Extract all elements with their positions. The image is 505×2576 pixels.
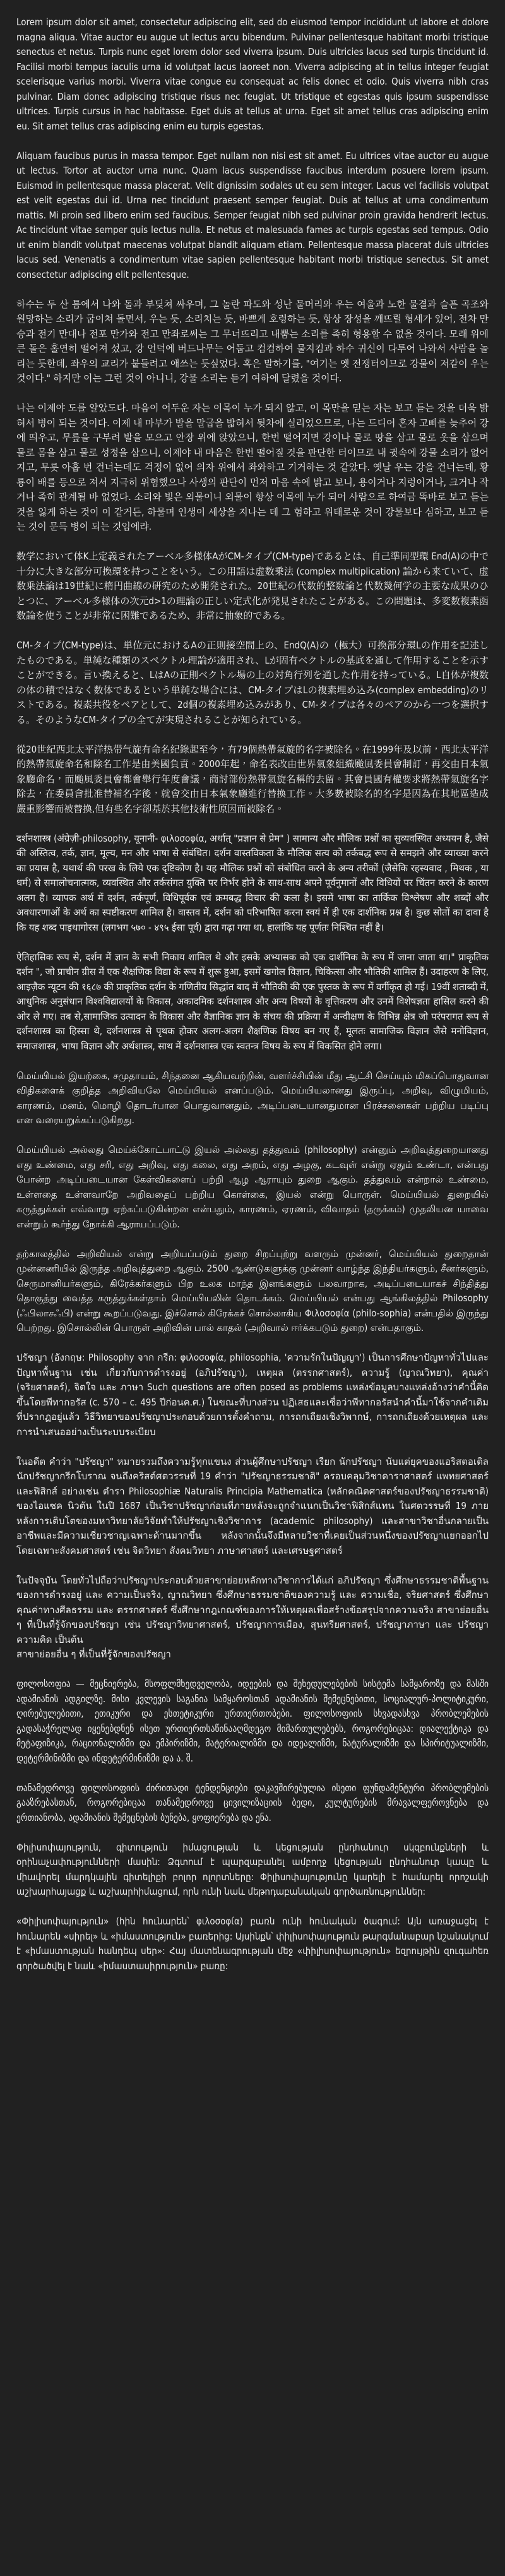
paragraph-japanese-2: CM-タイプ(CM-type)は、単位元におけるAの正則接空間上の、EndQ(A)の（極大）可換部分環Lの作用を記述したものである。単純な種類のスペクトル理論が適用され、Lが固有ベクトルの基底を通して作用することを示すことができる。言い換えると、LはAの正則ベクトル場の上の対角行列を通した作用を持っている。L自体が複数の体の積ではなく数体であるという単純な場合には、CM-タイプはLの複素埋め込み(complex embedding)のリストである。複素共役をペアとして、2d個の複素埋め込みがあり、CM-タイプは各々のペアのから一つを選択する。そのようなCM-タイプの全てが実現されることが知られている。 xyxy=(16,640,489,725)
paragraph-lorem-1: Lorem ipsum dolor sit amet, consectetur adipiscing elit, sed do eiusmod tempor incididunt ut labore et dolore magna aliqua. Vitae auctor eu augue ut lectus arcu bibendum. Pulvinar pellentesque habitant morbi tristique senectus et netus. Turpis nunc eget lorem dolor sed viverra ipsum. Duis ultricies lacus sed turpis tincidunt id. Facilisi morbi tempus iaculis urna id volutpat lacus laoreet non. Viverra adipiscing at in tellus integer feugiat scelerisque varius morbi. Viverra vitae congue eu consequat ac felis donec et odio. Quis viverra nibh cras pulvinar. Diam donec adipiscing tristique risus nec feugiat. Ut tristique et egestas quis ipsum suspendisse ultrices. Turpis cursus in hac habitasse. Eget duis at tellus at urna. Eget sit amet tellus cras adipiscing enim eu. Sit amet tellus cras adipiscing enim eu turpis egestas. xyxy=(16,16,489,132)
paragraph-tamil-2: மெய்யியல் அல்லது மெய்க்கோட்பாட்டு இயல் அல்லது தத்துவம் (philosophy) என்னும் அறிவுத்துறையானது எது உண்மை, எது சரி, எது அறிவு, எது கலை, எது அறம், எது அழகு, கடவுள் என்று ஏதும் உண்டா, என்பது போன்ற அடிப்படையான கேள்விகளைப் பற்றி ஆழ ஆராயும் துறை ஆகும். தத்துவம் என்றால் உண்மை, உள்ளதை உள்ளவாறே அறிவதைப் பற்றிய கொள்கை, இயல் என்று பொருள். மெய்யியல் துறையில் கருத்துக்கள் எவ்வாறு ஏற்கப்படுகின்றன என்பதும், காரணம், ஏரணம், விவாதம் (தருக்கம்) முதலியன யாவை என்றும் கூர்ந்து நோக்கி ஆராயப்படும். xyxy=(16,1144,489,1230)
paragraph-thai-4: สาขาย่อยอื่น ๆ ที่เป็นที่รู้จักของปรัชญา xyxy=(16,1649,171,1660)
paragraph-hindi-2: ऐतिहासिक रूप से, दर्शन में ज्ञान के सभी निकाय शामिल थे और इसके अभ्यासक को एक दार्शनिक के रूप में जाना जाता था।" प्राकृतिक दर्शन ", जो प्राचीन ग्रीस में एक शैक्षणिक विद्या के रूप में शुरू हुआ, इसमें खगोल विज्ञान, चिकित्सा और भौतिकी शामिल हैं। उदाहरण के लिए, आइज़ैक न्यूटन की १६८७ की प्राकृतिक दर्शन के गणितीय सिद्धांत बाद में भौतिकी की एक पुस्तक के रूप में वर्गीकृत हो गई। 19वीं शताब्दी में, आधुनिक अनुसंधान विश्वविद्यालयों के विकास, अकादमिक दर्शनशास्त्र और अन्य विषयों के वृत्तिकरण और उनमें विशेषज्ञता हासिल करने की ओर ले गए। तब से,सामाजिक उत्पादन के विकास और वैज्ञानिक ज्ञान के संचय की प्रक्रिया में अन्वीक्षण के विभिन्न क्षेत्र जो परंपरागत रूप से दर्शनशास्त्र का हिस्सा थे, दर्शनशास्त्र से पृथक होकर अलग-अलग शैक्षणिक विषय बन गए हैं, मूलतः सामाजिक विज्ञान जैसे मनोविज्ञान, समाजशास्त्र, भाषा विज्ञान और अर्थशास्त्र, साथ में दर्शनशास्त्र एक स्वतन्त्र विषय के रूप में विकसित होने लगा। xyxy=(16,951,489,1052)
paragraph-tamil-1: மெய்யியல் இயற்கை, சமுதாயம், சிந்தனை ஆகியவற்றின், வளர்ச்சியின் மீது ஆட்சி செய்யும் மிகப்பொதுவான விதிகளைக் குறித்த அறிவியலே மெய்யியல் எனப்படும். மெய்யியலானது இருப்பு, அறிவு, விழுமியம், காரணம், மனம், மொழி தொடர்பான பொதுவானதும், அடிப்படையானதுமான பிரச்சனைகள் பற்றிய படிப்பு என வரையறுக்கப்படுகிறது. xyxy=(16,1070,489,1126)
paragraph-georgian-1: ფილოსოფია — მეცნიერება, მსოფლმხედველობა, იდეების და შეხედულებების სისტემა სამყაროზე და მასში ადამიანის ადგილზე. მისი კვლევის საგანია სამყაროსთან ადამიანის შემეცნებითი, სოციალურ-პოლიტიკური, ღირებულებითი, ეთიკური და ესთეტიკური ურთიერთობები. ფილოსოფიის სხვადასხვა პრობლემების გადასაჭრელად იყენებდნენ ისეთ ურთიერთსაწინააღმდეგო მიმართულებებს, როგორებიცაა: დიალექტიკა და მეტაფიზიკა, რაციონალიზმი და ემპირიზმი, მატერიალიზმი და იდეალიზმი, ნატურალიზმი და სპირიტუალიზმი, დეტერმინიზმი და ინდეტერმინიზმი და ა. შ. xyxy=(16,1678,489,1764)
paragraph-japanese-1: 数学において体K上定義されたアーベル多様体AがCM-タイプ(CM-type)であるとは、自己準同型環 End(A)の中で十分に大きな部分可換環を持つことをいう。この用語は虚数乗法 (complex multiplication) 論から来ていて、虚数乗法論は19世紀に楕円曲線の研究のため開発された。20世紀の代数的整数論と代数幾何学の主要な成果のひとつに、アーベル多様体の次元d>1の理論の正しい定式化が発見されたことがある。この問題は、多変数複素函数論を使うことが非常に困難であるため、非常に抽象的である。 xyxy=(16,551,489,621)
paragraph-thai-2: ในอดีต คำว่า "ปรัชญา" หมายรวมถึงความรู้ทุกแขนง ส่วนผู้ศึกษาปรัชญา เรียก นักปรัชญา นับแต่ยุคของแอริสตอเติล นักปรัชญากรีกโบราณ จนถึงคริสต์ศตวรรษที่ 19 คำว่า "ปรัชญาธรรมชาติ" ครอบคลุมวิชาดาราศาสตร์ แพทยศาสตร์และฟิสิกส์ อย่างเช่น ตำรา Philosophiæ Naturalis Principia Mathematica (หลักคณิตศาสตร์ของปรัชญาธรรมชาติ) ของไอแซค นิวตัน ในปี 1687 เป็นวิชาปรัชญาก่อนที่ภายหลังจะถูกจำแนกเป็นวิชาฟิสิกส์แทน ในศตวรรษที่ 19 ภายหลังการเติบโตของมหาวิทยาลัยวิจัยทำให้ปรัชญาเชิงวิชาการ (academic philosophy) และสาขาวิชาอื่นกลายเป็นอาชีพและมีความเชี่ยวชาญเฉพาะด้านมากขึ้น หลังจากนั้นจึงมีหลายวิชาที่เคยเป็นส่วนหนึ่งของปรัชญาแยกออกไป โดยเฉพาะสังคมศาสตร์ เช่น จิตวิทยา สังคมวิทยา ภาษาศาสตร์ และเศรษฐศาสตร์ xyxy=(16,1455,489,1556)
paragraph-armenian-1: Փիլիսոփայություն, գիտություն իմացության և կեցության ընդհանուր սկզբունքների և օրինաչափությունների մասին: Ձգտում է պարզաբանել ամբողջ կեցության ընդհանուր կապը և միավորել մարդկային գիտելիքի բոլոր ոլորտները: Փիլիսոփայությունը կարելի է համարել որոշակի աշխարհայացք և աշխարհիմացում, որն ունի նաև մեթոդաբանական գործառնություններ: xyxy=(16,1841,489,1897)
paragraph-thai-3: ในปัจจุบัน โดยทั่วไปถือว่าปรัชญาประกอบด้วยสาขาย่อยหลักทางวิชาการได้แก่ อภิปรัชญา ซึ่งศึกษาธรรมชาติพื้นฐานของการดำรงอยู่ และ ความเป็นจริง, ญาณวิทยา ซึ่งศึกษาธรรมชาติของความรู้ และ ความเชื่อ, จริยศาสตร์ ซึ่งศึกษาคุณค่าทางศีลธรรม และ ตรรกศาสตร์ ซึ่งศึกษากฎเกณฑ์ของการให้เหตุผลเพื่อสร้างข้อสรุปจากความจริง สาขาย่อยอื่น ๆ ที่เป็นที่รู้จักของปรัชญา เช่น ปรัชญาวิทยาศาสตร์, ปรัชญาการเมือง, สุนทรียศาสตร์, ปรัชญาภาษา และ ปรัชญาความคิด เป็นต้น xyxy=(16,1574,489,1645)
paragraph-korean-2: 나는 이제야 도를 알았도다. 마음이 어두운 자는 이목이 누가 되지 않고, 이 목만을 믿는 자는 보고 듣는 것을 더욱 밝혀서 병이 되는 것이다. 이제 내 마부가 발을 말굽을 밟혀서 뒷차에 실리었으므로, 나는 드디어 혼자 고삐를 늦추어 강에 띄우고, 무릎을 구부려 발을 모으고 안장 위에 앉았으니, 한번 떨어지면 강이나 물로 땅을 삼고 물로 옷을 삼으며 물로 몸을 삼고 물로 성정을 삼으니, 이제야 내 마음은 한번 떨어질 것을 판단한 터이므로 내 귓속에 강물 소리가 없어지고, 무릇 아홉 번 건너는데도 걱정이 없어 의자 위에서 좌와하고 기거하는 것 같았다. 옛날 우는 강을 건너는데, 황룡이 배를 등으로 져서 지극히 위험했으나 사생의 판단이 먼저 마음 속에 밝고 보니, 용이거나 지렁이거나, 크거나 작거나 족히 관계될 바 없었다. 소리와 빛은 외물이니 외물이 항상 이목에 누가 되어 사람으로 하여금 똑바로 보고 듣는 것을 잃게 하는 것이 이 같거든, 하물며 인생이 세상을 지나는 데 그 험하고 위태로운 것이 강물보다 심하고, 보고 듣는 것이 문득 병이 되는 것임에랴. xyxy=(16,402,489,532)
paragraph-list xyxy=(16,15,489,1974)
paragraph-tamil-3: தற்காலத்தில் அறிவியல் என்று அறியப்படும் துறை சிறப்புற்று வளரும் முன்னர், மெய்யியல் துறைதான் முன்னணியில் இருந்த அறிவுத்துறை ஆகும். 2500 ஆண்டுகளுக்கு முன்னர் வாழ்ந்த இந்தியர்களும், சீனர்களும், செருமானியர்களும், கிரேக்கர்களும் பிற உலக மாந்த இனங்களும் பலவாறாக, அடிப்படையாகச் சிந்தித்து தொகுத்து வைத்த கருத்துக்கள்தாம் மெய்யியலின் தொடக்கம். மெய்யியல் என்பது ஆங்கிலத்தில் Philosophy (ஃபிலாசஃபி) என்று கூறப்படுவது. இச்சொல் கிரேக்கச் சொல்லாகிய Φιλοσοφία (philo-sophia) என்பதில் இருந்து பெற்றது. இசொல்லின் பொருள் அறிவின் பால் காதல் (அறிவால் ஈர்க்கபடும் துறை) என்பதாகும். xyxy=(16,1248,489,1333)
paragraph-armenian-2: «Փիլիսոփայություն» (հին հունարեն՝ φιλοσοφία) բառն ունի հունական ծագում: Այն առաջացել է հունարեն «սիրել» և «իմաստություն» բառերից: Այսինքն՝ փիլիսոփայություն թարգմանաբար նշանակում է «իմաստության հանդեպ սեր»: Հայ մատենագրության մեջ «փիլիսոփայություն» եզրույթին զուգահեռ գործածվել է նաև «իմաստասիրություն» բառը: xyxy=(16,1916,489,1972)
paragraph-georgian-2: თანამედროვე ფილოსოფიის ძირითადი ტენდენციები დაკავშირებულია ისეთი ფუნდამენტური პრობლემების გააზრებასთან, როგორებიცაა თანამედროვე ცივილიზაციის ბედი, კულტურების მრავალფეროვნება და ერთიანობა, ადამიანის შემეცნების ბუნება, ყოფიერება და ენა. xyxy=(16,1782,489,1823)
paragraph-hindi-1: दर्शनशास्त्र (अंग्रेज़ी-philosophy, यूनानी- φιλοσοφία, अर्थात् "प्रज्ञान से प्रेम" ) सामान्य और मौलिक प्रश्नों का सुव्यवस्थित अध्ययन है, जैसे की अस्तित्व, तर्क, ज्ञान, मूल्य, मन और भाषा से संबंधित। दर्शन वास्तविकता के मौलिक सत्य को तर्कबद्ध रूप से समझने और व्याख्या करने का प्रयास है, यथार्थ की परख के लिये एक दृष्टिकोण है। यह मौलिक प्रश्नों को संबोधित करने के अन्य तरीकों (जैसेकि रहस्यवाद , मिथक , या धर्म) से समालोचनात्मक, व्यवस्थित और तर्कसंगत युक्ति पर निर्भर होने के साथ-साथ अपने पूर्वनुमानों और विधियों पर चिंतन करने के कारण अलग है। व्यापक अर्थ में दर्शन, तर्कपूर्ण, विधिपूर्वक एवं क्रमबद्ध विचार की कला है। इसमें भाषा का तार्किक विश्लेषण और शब्दों और अवधारणाओं के अर्थ का स्पष्टीकरण शामिल है। वास्तव में, दर्शन को परिभाषित करना स्वयं में ही एक दार्शनिक प्रश्न है। कुछ सोतों का दावा है कि यह शब्द पाइथागोरस (लगभग ५७० - ४९५ ईसा पूर्व) द्वारा गढ़ा गया था, हालांकि यह पूर्णतः निश्चित नहीं है। xyxy=(16,832,489,933)
paragraph-thai-1: ปรัชญา (อังกฤษ: Philosophy จาก กรีก: φιλοσοφία, philosophia, 'ความรักในปัญญา') เป็นการศึกษาปัญหาทั่วไปและปัญหาพื้นฐาน เช่น เกี่ยวกับการดำรงอยู่ (อภิปรัชญา), เหตุผล (ตรรกศาสตร์), ความรู้ (ญาณวิทยา), คุณค่า (จริยศาสตร์), จิตใจ และ ภาษา Such questions are often posed as problems แหล่งข้อมูลบางแหล่งอ้างว่าคำนี้คิดขึ้นโดยพีทากอรัส (c. 570 – c. 495 ปีก่อนค.ศ.) ในขณะที่บางส่วน ปฏิเสธและเชื่อว่าพีทากอรัสนำคำนี้มาใช้จากคำเดิมที่ปรากฏอยู่แล้ว วิธีวิทยาของปรัชญาประกอบด้วยการตั้งคำถาม, การถกเถียงเชิงวิพากษ์, การถกเถียงด้วยเหตุผล และการนำเสนออย่างเป็นระบบระเบียบ xyxy=(16,1352,489,1438)
paragraph-lorem-2: Aliquam faucibus purus in massa tempor. Eget nullam non nisi est sit amet. Eu ultrices vitae auctor eu augue ut lectus. Tortor at auctor urna nunc. Quam lacus suspendisse faucibus interdum posuere lorem ipsum. Euismod in pellentesque massa placerat. Velit dignissim sodales ut eu sem integer. Lacus vel facilisis volutpat est velit egestas dui id. Urna nec tincidunt praesent semper feugiat. Duis at tellus at urna condimentum mattis. Mi proin sed libero enim sed faucibus. Semper feugiat nibh sed pulvinar proin gravida hendrerit lectus. Ac tincidunt vitae semper quis lectus nulla. Et netus et malesuada fames ac turpis egestas sed tempus. Odio ut enim blandit volutpat maecenas volutpat blandit aliquam etiam. Pellentesque massa placerat duis ultricies lacus sed. Venenatis a condimentum vitae sapien pellentesque habitant morbi tristique senectus. Sit amet consectetur adipiscing elit pellentesque. xyxy=(16,150,489,280)
paragraph-chinese-1: 從20世紀西北太平洋热带气旋有命名紀錄起至今，有79個熱帶氣旋的名字被除名。在1999年及以前，西北太平洋的熱帶氣旋命名和除名工作是由美國負責。2000年起，命名表改由世界氣象組織颱風委員會制訂，再交由日本氣象廳命名，而颱風委員會都會舉行年度會議，商討部份熱帶氣旋名稱的去留。其會員國有權要求將熱帶氣旋名字除去，在委員會批准替補名字後，就會交由日本氣象廳進行替換工作。大多數被除名的名字是因為在其地區造成嚴重影響而被替換,但有些名字卻基於其他技術性原因而被除名。 xyxy=(16,743,489,814)
paragraph-korean-1: 하수는 두 산 틈에서 나와 돌과 부딪쳐 싸우며, 그 놀란 파도와 성난 물머리와 우는 여울과 노한 물결과 슬픈 곡조와 원망하는 소리가 굽이쳐 돌면서, 우는 듯, 소리치는 듯, 바쁘게 호령하는 듯, 항상 장성을 깨뜨릴 형세가 있어, 전차 만승과 전기 만대나 전포 만가와 전고 만좌로써는 그 무너뜨리고 내뿜는 소리를 족히 형용할 수 없을 것이다. 모래 위에 큰 돌은 홀연히 떨어져 섰고, 강 언덕에 버드나무는 어둡고 컴컴하여 물지킴과 하수 귀신이 다투어 나와서 사람을 놀리는 듯한데, 좌우의 교리가 붙들려고 애쓰는 듯싶었다. 혹은 말하기를, "여기는 옛 전쟁터이므로 강물이 저같이 우는 것이다." 하지만 이는 그런 것이 아니니, 강물 소리는 듣기 여하에 달렸을 것이다. xyxy=(16,298,489,384)
